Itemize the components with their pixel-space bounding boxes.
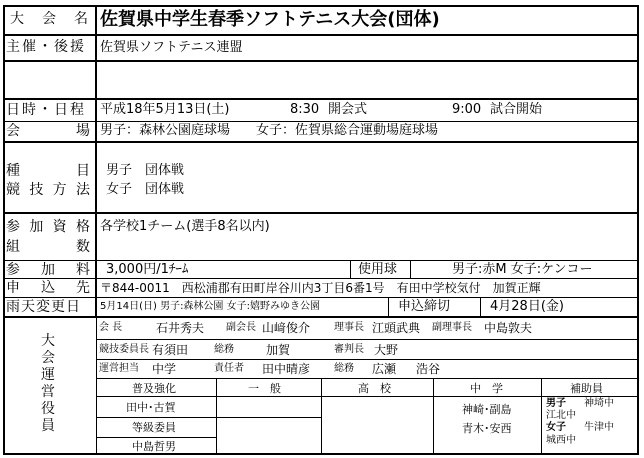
officials-label-char: 運 <box>41 367 55 383</box>
moushikomi-label-char: 申 <box>6 280 20 296</box>
assistants-girls-school-1: 牛津中 <box>584 422 614 433</box>
role-director: 理事長 <box>334 322 364 333</box>
shusai-label: 主催・後援 <box>6 39 86 55</box>
uten-label: 雨天変更日 <box>6 299 81 315</box>
tournament-name: 佐賀県中学生春季ソフトテニス大会(団体) <box>100 9 440 30</box>
name-chairman: 石井秀夫 <box>156 321 205 335</box>
rule <box>96 339 639 340</box>
fee-value: 3,000円/1ﾁｰﾑ <box>106 262 189 277</box>
name-general-affairs-3: 浩谷 <box>416 362 441 376</box>
header-high-school: 高 校 <box>358 382 391 395</box>
assistants-boys-label: 男子 <box>546 398 566 409</box>
rule <box>541 378 542 454</box>
ball-label: 使用球 <box>358 262 398 277</box>
rule <box>480 297 481 316</box>
rule <box>3 60 639 62</box>
kaijo-label <box>6 124 90 138</box>
junior-high-staff-1: 神崎･副島 <box>462 403 512 416</box>
rule <box>3 98 639 100</box>
opening-event: 開会式 <box>328 102 368 117</box>
kyogi-label-char: 技 <box>29 182 44 198</box>
role-head-referee: 審判長 <box>334 344 364 355</box>
officials-label-char: 員 <box>41 418 55 434</box>
shikaku-label-char: 資 <box>52 219 67 235</box>
kyogi-label-char: 方 <box>52 182 67 198</box>
name-director: 江頭武典 <box>372 321 421 335</box>
match-time: 9:00 <box>452 102 482 117</box>
shikaku-label <box>6 220 90 234</box>
taikai-label <box>10 12 88 26</box>
header-junior-high: 中 学 <box>470 382 503 395</box>
kaijo-label-char: 会 <box>6 123 20 139</box>
rule <box>3 141 639 143</box>
rule <box>3 121 639 122</box>
assistants-girls-school-2: 城西中 <box>546 435 576 446</box>
header-promotion: 普及強化 <box>132 382 176 395</box>
role-vice-director: 副理事長 <box>432 322 472 333</box>
rule <box>3 212 639 214</box>
kumisu-label-char: 組 <box>6 239 20 255</box>
name-vice-chairman: 山﨑俊介 <box>262 321 311 335</box>
grade-committee-name: 中島哲男 <box>132 440 176 453</box>
sankaryo-label-char: 料 <box>76 262 90 278</box>
rule <box>433 378 434 454</box>
officials-label-char: 会 <box>41 350 55 366</box>
rule <box>3 278 639 279</box>
rule <box>3 297 639 298</box>
officials-label-char: 役 <box>41 401 55 417</box>
assistants-girls-label: 女子 <box>546 422 566 433</box>
name-head-referee: 大野 <box>374 343 399 357</box>
deadline-label: 申込締切 <box>398 299 451 314</box>
moushikomi-label-char: 先 <box>76 280 90 296</box>
rule <box>216 378 217 454</box>
rule <box>96 417 321 418</box>
kyogi-value: 女子 団体戦 <box>106 182 185 197</box>
promotion-names: 田中･古賀 <box>126 401 176 414</box>
taikai-label-char: 会 <box>42 11 56 27</box>
name-operations: 中学 <box>152 362 177 376</box>
rule <box>96 396 639 397</box>
rule <box>95 5 97 317</box>
assistants-boys-school-1: 神埼中 <box>584 398 614 409</box>
role-chairman: 会 長 <box>99 322 123 333</box>
officials-label-char: 大 <box>41 333 55 349</box>
role-general-affairs-2: 総務 <box>334 363 354 374</box>
moushikomi-label <box>6 281 90 295</box>
shumoku-label-char: 種 <box>6 163 20 179</box>
sankaryo-label-char: 参 <box>6 262 20 278</box>
rain-date-value: 5月14日(日) 男子:森林公園 女子:嬉野みゆき公園 <box>100 301 320 312</box>
rule <box>96 437 216 438</box>
kyogi-label-char: 競 <box>6 182 20 198</box>
role-general-affairs: 総務 <box>214 344 234 355</box>
rule <box>3 316 639 318</box>
nichiji-label: 日時・日程 <box>6 102 86 118</box>
rule <box>3 34 639 36</box>
header-general: 一 般 <box>248 382 281 395</box>
rule <box>410 260 411 278</box>
rule <box>350 260 351 278</box>
ball-value: 男子:赤M 女子:ケンコー <box>452 262 593 277</box>
role-vice-chairman: 副会長 <box>226 322 256 333</box>
header-assistants: 補助員 <box>570 382 603 395</box>
name-competition-chair: 有須田 <box>152 343 189 357</box>
shikaku-value: 各学校1チーム(選手8名以内) <box>100 219 270 234</box>
kaijo-label-char: 場 <box>76 123 90 139</box>
name-vice-director: 中島敦夫 <box>484 321 533 335</box>
shumoku-value: 男子 団体戦 <box>106 163 185 178</box>
moushikomi-label-char: 込 <box>41 280 55 296</box>
junior-high-staff-2: 青木･安西 <box>462 422 512 435</box>
shumoku-label <box>6 164 90 178</box>
rule <box>388 297 389 316</box>
venue-value: 男子：森林公園庭球場 女子：佐賀県総合運動場庭球場 <box>100 123 439 138</box>
officials-label-char: 営 <box>41 384 55 400</box>
sankaryo-label-char: 加 <box>41 262 55 278</box>
shumoku-label-char: 目 <box>76 163 90 179</box>
kyogi-label <box>6 183 90 197</box>
rule <box>96 359 639 360</box>
role-competition-chair: 競技委員長 <box>99 344 149 355</box>
opening-time: 8:30 <box>290 102 320 117</box>
sankaryo-label <box>6 263 90 277</box>
name-general-affairs: 加賀 <box>266 343 291 357</box>
name-general-affairs-2: 広瀬 <box>372 362 397 376</box>
kumisu-label-char: 数 <box>76 239 90 255</box>
role-responsible: 責任者 <box>214 363 244 374</box>
rule <box>96 316 97 454</box>
shikaku-label-char: 参 <box>6 219 20 235</box>
name-responsible: 田中晴彦 <box>262 362 311 376</box>
assistants-boys-school-2: 江北中 <box>546 410 576 421</box>
rule <box>321 378 322 454</box>
shikaku-label-char: 格 <box>75 219 90 235</box>
event-date: 平成18年5月13日(土) <box>100 102 230 117</box>
officials-label <box>40 333 56 435</box>
rule <box>3 260 639 261</box>
taikai-label-char: 大 <box>10 11 24 27</box>
application-address: 〒844-0011 西松浦郡有田町岸谷川内3丁目6番1号 有田中学校気付 加賀正輝 <box>100 281 541 295</box>
kyogi-label-char: 法 <box>75 182 90 198</box>
shikaku-label-char: 加 <box>29 219 44 235</box>
grade-committee-label: 等級委員 <box>132 421 176 434</box>
shusai-value: 佐賀県ソフトテニス連盟 <box>100 40 243 55</box>
kumisu-label <box>6 240 90 254</box>
deadline-value: 4月28日(金) <box>490 299 564 314</box>
match-event: 試合開始 <box>490 102 543 117</box>
taikai-label-char: 名 <box>74 11 88 27</box>
role-operations: 運営担当 <box>99 363 139 374</box>
rule <box>96 378 639 379</box>
